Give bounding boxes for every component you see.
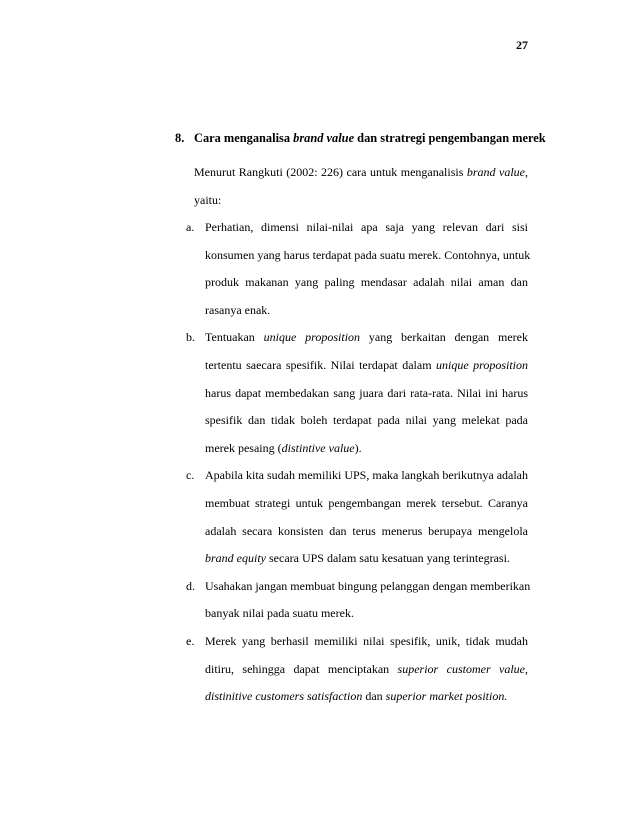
heading-prefix: Cara menganalisa: [194, 131, 294, 145]
list-item-a: [186, 214, 531, 324]
item-line: Usahakan jangan membuat bingung pelanggan dengan memberikan: [205, 578, 531, 593]
list-marker: a.: [186, 220, 195, 234]
page-number: 27: [516, 38, 528, 52]
item-line: adalah secara konsisten dan terus menerus berupaya mengelola: [205, 523, 528, 538]
item-line: tertentu saecara spesifik. Nilai terdapat dalam unique proposition: [205, 357, 528, 372]
analysis-list: [186, 214, 531, 711]
item-line: ditiru, sehingga dapat menciptakan superior customer value,: [205, 661, 528, 676]
item-line: konsumen yang harus terdapat pada suatu merek. Contohnya, untuk: [205, 247, 531, 262]
item-line: Apabila kita sudah memiliki UPS, maka langkah berikutnya adalah: [205, 468, 528, 483]
list-item-e: [186, 628, 528, 711]
item-line: produk makanan yang paling mendasar adalah nilai aman dan: [205, 275, 528, 290]
item-line: membuat strategi untuk pengembangan merek tersebut. Caranya: [205, 495, 528, 510]
item-line: distinitive customers satisfaction dan superior market position.: [205, 689, 508, 704]
item-line: spesifik dan tidak boleh terdapat pada nilai yang melekat pada: [205, 413, 528, 428]
list-marker: c.: [186, 468, 195, 483]
item-line: brand equity secara UPS dalam satu kesatuan yang terintegrasi.: [205, 551, 510, 566]
item-line: harus dapat membedakan sang juara dari rata-rata. Nilai ini harus: [205, 385, 528, 400]
list-item-d: [186, 573, 531, 628]
heading-italic-term: brand value: [293, 131, 355, 145]
heading-suffix: dan stratregi pengembangan merek: [354, 131, 546, 145]
list-marker: d.: [186, 578, 195, 593]
item-line: Merek yang berhasil memiliki nilai spesifik, unik, tidak mudah: [205, 633, 528, 648]
intro-paragraph: [194, 159, 528, 214]
heading-number: 8.: [175, 131, 185, 145]
item-line: rasanya enak.: [205, 302, 271, 317]
list-item-b: [186, 324, 528, 462]
item-line: Tentuakan unique proposition yang berkaitan dengan merek: [205, 330, 528, 345]
list-marker: b.: [186, 330, 195, 345]
item-line: Perhatian, dimensi nilai-nilai apa saja yang relevan dari sisi: [205, 220, 528, 234]
list-marker: e.: [186, 633, 195, 648]
list-item-c: [186, 462, 528, 572]
section-heading: [175, 131, 546, 146]
item-line: banyak nilai pada suatu merek.: [205, 606, 354, 621]
intro-line-2: yaitu:: [194, 192, 222, 207]
item-line: merek pesaing (distintive value).: [205, 440, 362, 455]
intro-line-1: Menurut Rangkuti (2002: 226) cara untuk menganalisis brand value,: [194, 165, 528, 179]
